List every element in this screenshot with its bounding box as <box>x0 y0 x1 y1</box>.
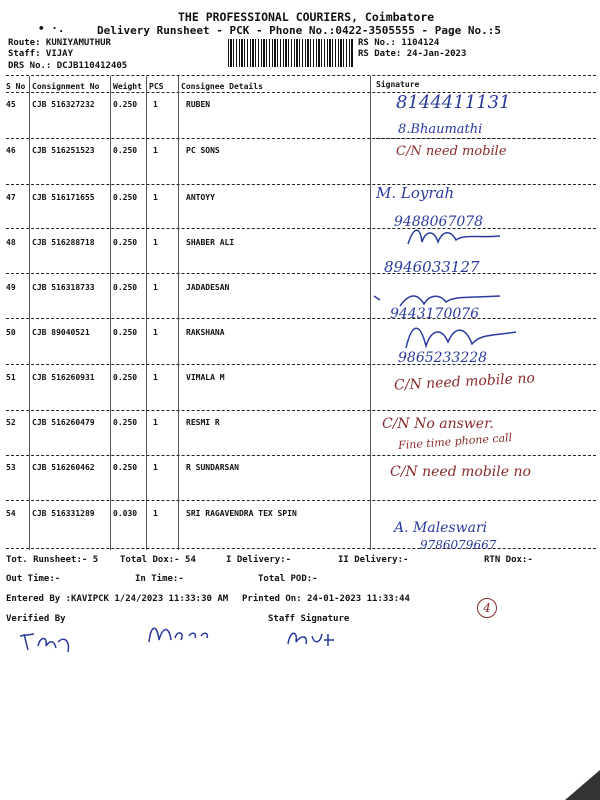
row-consignee: PC SONS <box>186 146 220 155</box>
row-weight: 0.250 <box>113 373 138 382</box>
verifier-signature <box>145 618 215 648</box>
handwritten-phone: 9865233228 <box>398 350 488 366</box>
signature-underline <box>376 138 596 139</box>
handwritten-phone: 9488067078 <box>394 214 484 230</box>
row-sno: 49 <box>6 283 16 292</box>
row-divider <box>6 410 596 411</box>
row-pcs: 1 <box>153 146 158 155</box>
row-weight: 0.250 <box>113 146 138 155</box>
page-circle-number <box>477 598 497 618</box>
row-consignee: RESMI R <box>186 418 220 427</box>
i-delivery: I Delivery:- <box>226 555 292 565</box>
handwritten-note: C/N No answer. <box>382 416 494 432</box>
row-consignment: CJB 516327232 <box>32 100 95 109</box>
staff-signature <box>284 624 344 650</box>
handwritten-phone: 8144411131 <box>396 92 511 113</box>
col-pcs: PCS <box>149 82 164 91</box>
row-weight: 0.250 <box>113 193 138 202</box>
row-pcs: 1 <box>153 463 158 472</box>
row-consignment: CJB 516288718 <box>32 238 95 247</box>
row-consignee: SHABER ALI <box>186 238 235 247</box>
header-divider-top <box>6 75 596 76</box>
rs-number: RS No.: 1104124 <box>358 38 440 48</box>
signature-scribble <box>404 224 504 250</box>
handwritten-phone: 9786079667 <box>420 538 497 552</box>
row-consignee: R SUNDARSAN <box>186 463 239 472</box>
total-dox: Total Dox:- 54 <box>120 555 196 565</box>
row-divider <box>6 364 596 365</box>
verifier-signature <box>18 626 78 656</box>
route: Route: KUNIYAMUTHUR <box>8 38 111 48</box>
row-consignee: RAKSHANA <box>186 328 225 337</box>
total-runsheet: Tot. Runsheet:- 5 <box>6 555 99 565</box>
row-consignment: CJB 516251523 <box>32 146 95 155</box>
row-consignment: CJB 516260931 <box>32 373 95 382</box>
row-weight: 0.250 <box>113 283 138 292</box>
row-sno: 50 <box>6 328 16 337</box>
row-pcs: 1 <box>153 283 158 292</box>
handwritten-note: C/N need mobile no <box>390 464 531 480</box>
column-separator <box>110 76 111 550</box>
row-weight: 0.250 <box>113 418 138 427</box>
row-sno: 48 <box>6 238 16 247</box>
row-consignment: CJB 516171655 <box>32 193 95 202</box>
torn-corner <box>565 770 600 800</box>
row-weight: 0.250 <box>113 238 138 247</box>
staff-signature-label: Staff Signature <box>268 614 350 624</box>
row-divider <box>6 455 596 456</box>
row-weight: 0.250 <box>113 463 138 472</box>
ii-delivery: II Delivery:- <box>338 555 409 565</box>
row-sno: 54 <box>6 509 16 518</box>
signature-scribble <box>400 318 520 354</box>
handwritten-note: C/N need mobile no <box>393 370 536 394</box>
column-separator <box>146 76 147 550</box>
entered-by: Entered By :KAVIPCK 1/24/2023 11:33:30 AM <box>6 594 229 604</box>
row-consignment: CJB 516331289 <box>32 509 95 518</box>
col-consignment: Consignment No <box>32 82 100 91</box>
company-title: THE PROFESSIONAL COURIERS, Coimbatore <box>178 10 435 24</box>
row-sno: 51 <box>6 373 16 382</box>
row-sno: 47 <box>6 193 16 202</box>
handwritten-name: A. Maleswari <box>394 520 488 536</box>
row-consignee: RUBEN <box>186 100 211 109</box>
row-weight: 0.250 <box>113 328 138 337</box>
rs-date: RS Date: 24-Jan-2023 <box>358 49 467 59</box>
verified-by: Verified By <box>6 614 66 624</box>
row-consignee: VIMALA M <box>186 373 225 382</box>
handwritten-note: C/N need mobile <box>396 144 507 159</box>
row-weight: 0.250 <box>113 100 138 109</box>
col-sno: S No <box>6 82 26 91</box>
row-pcs: 1 <box>153 328 158 337</box>
out-time: Out Time:- <box>6 574 61 584</box>
row-sno: 45 <box>6 100 16 109</box>
row-pcs: 1 <box>153 238 158 247</box>
handwritten-note: Fine time phone call <box>397 431 513 452</box>
row-pcs: 1 <box>153 373 158 382</box>
row-consignee: JADADESAN <box>186 283 230 292</box>
page-mark: • ·. <box>38 22 65 35</box>
handwritten-name: M. Loyrah <box>376 184 455 202</box>
row-pcs: 1 <box>153 100 158 109</box>
handwritten-phone: 8946033127 <box>384 258 480 276</box>
col-consignee: Consignee Details <box>181 82 263 91</box>
col-signature: Signature <box>376 80 420 89</box>
row-pcs: 1 <box>153 418 158 427</box>
row-consignment: CJB 89040521 <box>32 328 90 337</box>
row-sno: 52 <box>6 418 16 427</box>
column-separator <box>178 76 179 550</box>
row-consignment: CJB 516260462 <box>32 463 95 472</box>
row-consignment: CJB 516318733 <box>32 283 95 292</box>
row-divider <box>6 500 596 501</box>
row-weight: 0.030 <box>113 509 138 518</box>
barcode <box>228 39 354 67</box>
in-time: In Time:- <box>135 574 184 584</box>
row-sno: 46 <box>6 146 16 155</box>
drs-number: DRS No.: DCJB110412405 <box>8 61 128 71</box>
row-consignment: CJB 516260479 <box>32 418 95 427</box>
handwritten-name: 8.Bhaumathi <box>398 122 483 137</box>
runsheet-title: Delivery Runsheet - PCK - Phone No.:0422-3505555 - Page No.:5 <box>97 24 501 37</box>
total-pod: Total POD:- <box>258 574 318 584</box>
column-separator <box>29 76 30 550</box>
col-weight: Weight <box>113 82 142 91</box>
printed-on: Printed On: 24-01-2023 11:33:44 <box>242 594 410 604</box>
rtn-dox: RTN Dox:- <box>484 555 533 565</box>
row-consignee: SRI RAGAVENDRA TEX SPIN <box>186 509 297 518</box>
row-pcs: 1 <box>153 193 158 202</box>
row-sno: 53 <box>6 463 16 472</box>
handwritten-phone: 9443170076 <box>390 306 480 322</box>
row-pcs: 1 <box>153 509 158 518</box>
row-divider <box>6 228 596 229</box>
page-circle-text: 4 <box>483 601 491 615</box>
staff: Staff: VIJAY <box>8 49 74 59</box>
row-divider <box>6 273 596 274</box>
row-divider <box>6 184 596 185</box>
row-divider <box>6 548 596 549</box>
row-consignee: ANTOYY <box>186 193 215 202</box>
